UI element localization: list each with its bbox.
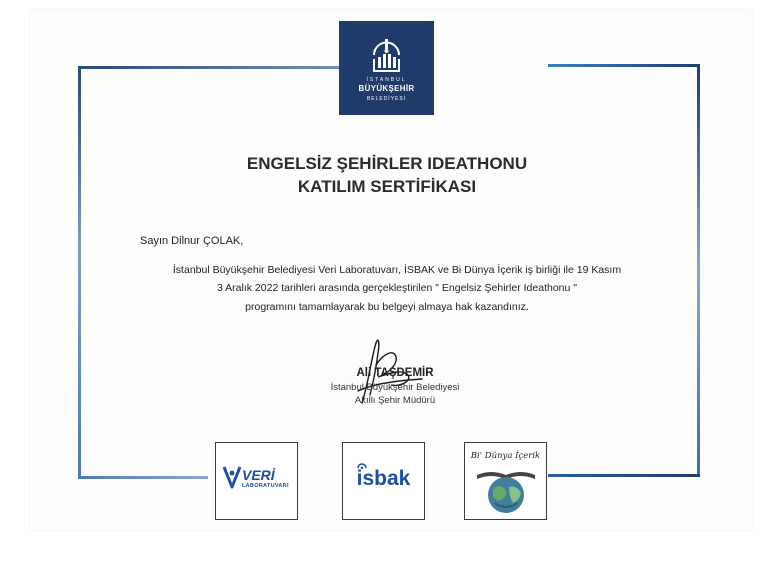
body-line-3: programını tamamlayarak bu belgeyi almaya hak kazandınız. (245, 301, 529, 313)
certificate-subtitle: KATILIM SERTİFİKASI (297, 177, 477, 196)
salutation: Sayın Dilnur ÇOLAK, (140, 235, 244, 247)
isbak-logo (342, 442, 425, 520)
signatory-organization: İstanbul Büyükşehir Belediyesi (330, 382, 460, 393)
ibb-emblem-icon (371, 37, 402, 75)
ibb-logo (339, 21, 434, 115)
body-line-2: 3 Aralık 2022 tarihleri arasında gerçekleştirilen " Engelsiz Şehirler Ideathonu " (217, 282, 577, 294)
globe-book-icon (475, 463, 537, 515)
signatory-name: Ali TAŞDEMİR (356, 367, 434, 379)
certificate-title: ENGELSİZ ŞEHİRLER IDEATHONU (246, 154, 528, 173)
veri-laboratuvari-logo (215, 442, 298, 520)
frame-bottom-right (548, 474, 700, 477)
ibb-logo-line1: İSTANBUL (366, 77, 407, 83)
frame-bottom-left (78, 476, 208, 479)
frame-top-left (78, 66, 343, 69)
frame-top-right (548, 64, 700, 67)
veri-word: VERİ (242, 467, 275, 483)
bi-dunya-text: Bi' Dünya İçerik (470, 451, 541, 461)
veri-sub: LABORATUVARI (242, 483, 289, 489)
ibb-logo-line2: BÜYÜKŞEHİR (358, 84, 415, 93)
ibb-logo-line3: BELEDİYESİ (366, 96, 407, 102)
veri-v-icon (222, 465, 242, 489)
bi-dunya-icerik-logo (464, 442, 547, 520)
signatory-role: Akıllı Şehir Müdürü (354, 395, 436, 406)
body-line-1: İstanbul Büyükşehir Belediyesi Veri Laboratuvarı, İSBAK ve Bi Dünya İçerik iş birliği ile 19 Kasım (172, 264, 622, 276)
isbak-word: isbak (356, 467, 411, 490)
